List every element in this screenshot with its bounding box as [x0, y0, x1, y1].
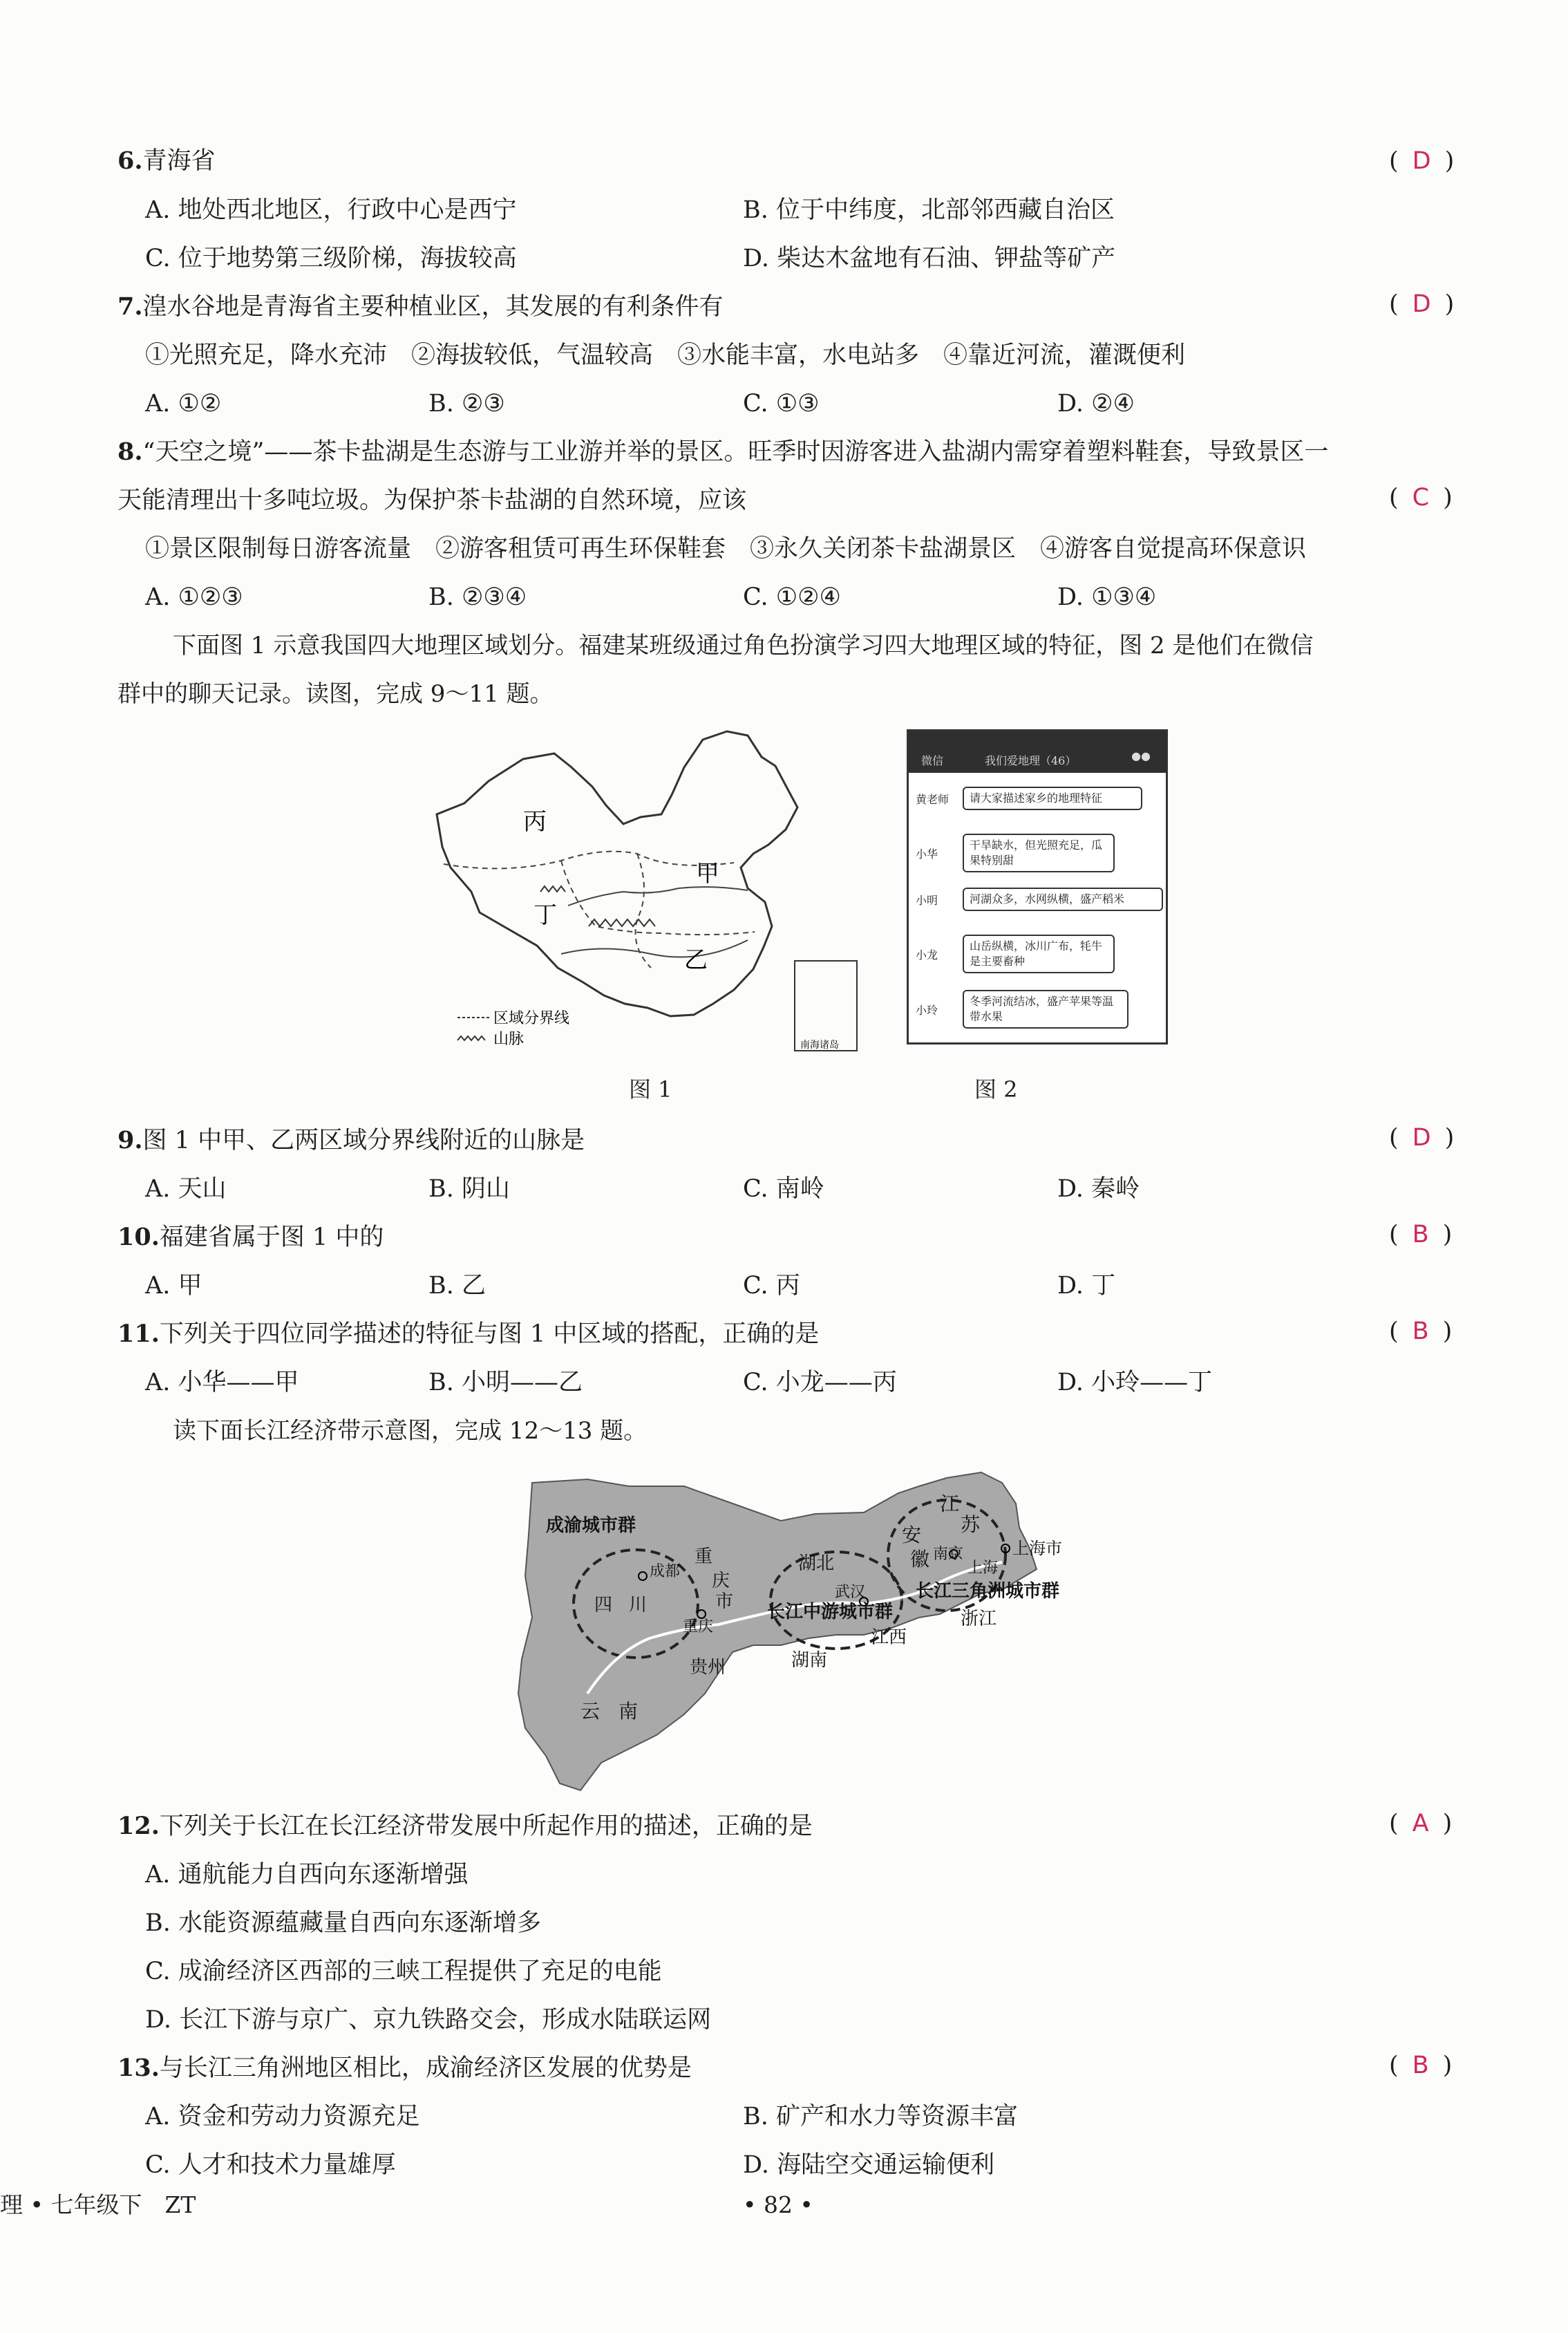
region-boundary	[636, 854, 652, 968]
question-12	[117, 1811, 813, 1842]
option-a: A. ①②③	[145, 583, 243, 611]
option-c: C. ①③	[743, 390, 820, 418]
answer-11: ( B )	[1389, 1318, 1453, 1345]
map-label: 长江三角洲城市群	[916, 1581, 1060, 1602]
question-text: 福建省属于图 1 中的	[159, 1224, 384, 1251]
chat-row	[916, 834, 1115, 872]
statements: ①景区限制每日游客流量 ②游客租赁可再生环保鞋套 ③永久关闭茶卡盐湖景区 ④游客自觉提高环保意识	[145, 535, 1307, 563]
chat-row	[916, 935, 1115, 973]
answer-letter: D	[1412, 290, 1431, 318]
option-a: A. 小华——甲	[145, 1369, 299, 1396]
option-c: C. 成渝经济区西部的三峡工程提供了充足的电能	[145, 1958, 662, 1985]
option-d: D. 海陆空交通运输便利	[743, 2151, 995, 2179]
answer-7: ( D )	[1389, 290, 1455, 318]
option-c: C. 位于地势第三级阶梯，海拔较高	[145, 245, 517, 272]
option-b: B. ②③④	[428, 583, 527, 611]
chat-name: 黄老师	[916, 792, 950, 806]
question-number: 13.	[117, 2054, 160, 2082]
answer-letter: C	[1412, 484, 1430, 512]
option-a: A. 天山	[145, 1175, 227, 1203]
chat-name: 小玲	[916, 1003, 938, 1017]
chat-title: 我们爱地理（46）	[985, 754, 1077, 767]
river	[561, 940, 748, 957]
map-label: 贵州	[690, 1657, 726, 1678]
figure-1-caption: 图 1	[629, 1076, 672, 1103]
wechat-header	[909, 731, 1166, 773]
option-d: D. ①③④	[1057, 583, 1157, 611]
question-number: 9.	[117, 1126, 143, 1154]
chat-name: 小华	[916, 847, 938, 861]
option-c: C. 南岭	[743, 1175, 824, 1203]
question-6	[117, 146, 216, 176]
question-10	[117, 1222, 384, 1253]
page-number: • 82 •	[743, 2191, 813, 2218]
question-7	[117, 292, 724, 322]
map-label: 武汉	[835, 1584, 866, 1601]
question-text-cont: 天能清理出十多吨垃圾。为保护茶卡盐湖的自然环境，应该	[117, 487, 747, 514]
answer-8: ( C )	[1389, 484, 1453, 512]
answer-12: ( A )	[1389, 1810, 1453, 1837]
map-label: 上海	[967, 1559, 999, 1577]
answer-9: ( D )	[1389, 1124, 1455, 1152]
intro-2: 读下面长江经济带示意图，完成 12～13 题。	[173, 1417, 648, 1445]
region-label-yi: 乙	[684, 946, 708, 974]
option-c: C. 小龙——丙	[743, 1369, 897, 1396]
option-b: B. 阴山	[428, 1175, 510, 1203]
figure-1-china-map	[423, 726, 872, 1065]
south-china-sea-inset	[795, 961, 857, 1051]
option-a: A. ①②	[145, 390, 222, 418]
option-b: B. 水能资源蕴藏量自西向东逐渐增多	[145, 1909, 541, 1937]
option-b: B. 乙	[428, 1272, 486, 1300]
option-d: D. 柴达木盆地有石油、钾盐等矿产	[743, 245, 1116, 272]
legend-mountain: 山脉	[493, 1031, 525, 1048]
question-text: 青海省	[142, 147, 216, 175]
question-text: 下列关于四位同学描述的特征与图 1 中区域的搭配，正确的是	[159, 1320, 820, 1348]
option-a: A. 地处西北地区，行政中心是西宁	[145, 196, 517, 224]
footer-book-info: 理 • 七年级下 ZT	[0, 2191, 196, 2218]
option-b: B. 位于中纬度，北部邻西藏自治区	[743, 196, 1115, 224]
answer-letter: B	[1412, 1318, 1429, 1345]
answer-letter: B	[1412, 2052, 1429, 2079]
option-d: D. 小玲——丁	[1057, 1369, 1213, 1396]
question-number: 8.	[117, 438, 143, 466]
option-b: B. 小明——乙	[428, 1369, 583, 1396]
mountain-range	[589, 919, 655, 926]
map-label: 云	[580, 1700, 601, 1723]
question-number: 11.	[117, 1320, 160, 1348]
map-label: 成渝城市群	[546, 1515, 636, 1536]
map-label: 徽	[910, 1548, 930, 1571]
chat-name: 小龙	[916, 948, 938, 962]
map-label: 成都	[650, 1563, 681, 1580]
option-d: D. 丁	[1057, 1272, 1116, 1300]
map-label: 庆	[712, 1571, 730, 1591]
map-label: 湖南	[791, 1650, 828, 1671]
option-b: B. 矿产和水力等资源丰富	[743, 2103, 1018, 2130]
answer-10: ( B )	[1389, 1221, 1453, 1248]
map-label: 江	[940, 1492, 960, 1515]
chat-bubble: 冬季河流结冰，盛产苹果等温带水果	[963, 990, 1128, 1029]
option-d: D. 长江下游与京广、京九铁路交会，形成水陆联运网	[145, 2006, 712, 2034]
chat-bubble: 干旱缺水，但光照充足，瓜果特别甜	[963, 834, 1115, 872]
map-label: 江西	[871, 1627, 907, 1648]
map-label: 南京	[933, 1546, 964, 1563]
group-icon: ●●	[1131, 749, 1151, 762]
map-label: 长江中游城市群	[767, 1602, 894, 1622]
map-label: 上海市	[1012, 1539, 1062, 1558]
option-b: B. ②③	[428, 390, 505, 418]
question-8	[117, 437, 1328, 467]
answer-letter: A	[1412, 1810, 1429, 1837]
back-label: 微信	[921, 754, 944, 767]
figure-3-yangtze-map	[504, 1465, 1126, 1797]
map-label: 重	[695, 1546, 713, 1567]
region-label-ding: 丁	[533, 901, 557, 929]
answer-letter: D	[1412, 147, 1431, 175]
question-13	[117, 2053, 692, 2083]
answer-13: ( B )	[1389, 2052, 1453, 2079]
answer-letter: B	[1412, 1221, 1429, 1248]
map-label: 市	[715, 1591, 734, 1612]
question-9	[117, 1125, 585, 1156]
chat-bubble: 河湖众多，水网纵横，盛产稻米	[963, 888, 1163, 911]
chat-name: 小明	[916, 893, 938, 907]
china-outline	[437, 731, 797, 1016]
option-c: C. 人才和技术力量雄厚	[145, 2151, 396, 2179]
option-d: D. 秦岭	[1057, 1175, 1140, 1203]
region-boundary	[444, 852, 734, 869]
option-c: C. ①②④	[743, 583, 841, 611]
map-label: 四	[594, 1595, 613, 1615]
answer-6: ( D )	[1389, 147, 1455, 175]
option-a: A. 甲	[145, 1272, 202, 1300]
mountain-range	[540, 886, 565, 892]
question-text: 湟水谷地是青海省主要种植业区，其发展的有利条件有	[142, 293, 724, 321]
chat-bubble: 请大家描述家乡的地理特征	[963, 787, 1142, 810]
question-number: 10.	[117, 1223, 160, 1251]
chat-bubble: 山岳纵横，冰川广布，牦牛是主要畜种	[963, 935, 1115, 973]
inset-label: 南海诸岛	[800, 1040, 839, 1051]
map-label: 浙江	[961, 1609, 997, 1629]
legend-boundary: 区域分界线	[493, 1010, 570, 1027]
chat-row	[916, 990, 1128, 1029]
question-text: “天空之境”——茶卡盐湖是生态游与工业游并举的景区。旺季时因游客进入盐湖内需穿着塑料鞋套，导致景区一	[142, 438, 1329, 466]
option-a: A. 资金和劳动力资源充足	[145, 2103, 420, 2130]
map-label: 南	[618, 1700, 639, 1723]
map-label: 重庆	[683, 1618, 714, 1636]
chat-row	[916, 787, 1142, 810]
question-number: 6.	[117, 147, 143, 175]
question-number: 12.	[117, 1812, 160, 1840]
question-11	[117, 1319, 819, 1349]
option-d: D. ②④	[1057, 390, 1135, 418]
figure-2-wechat	[907, 729, 1168, 1044]
statements: ①光照充足，降水充沛 ②海拔较低，气温较高 ③水能丰富，水电站多 ④靠近河流，灌溉便利	[145, 341, 1186, 369]
map-label: 苏	[961, 1513, 981, 1536]
intro-line-1: 下面图 1 示意我国四大地理区域划分。福建某班级通过角色扮演学习四大地理区域的特征，图 2 是他们在微信	[173, 632, 1314, 659]
map-label: 湖北	[798, 1553, 835, 1574]
question-text: 下列关于长江在长江经济带发展中所起作用的描述，正确的是	[159, 1812, 813, 1840]
figure-2-caption: 图 2	[974, 1076, 1018, 1103]
region-label-bing: 丙	[523, 808, 547, 836]
option-a: A. 通航能力自西向东逐渐增强	[145, 1861, 469, 1889]
question-text: 与长江三角洲地区相比，成渝经济区发展的优势是	[159, 2054, 692, 2082]
question-number: 7.	[117, 292, 143, 321]
region-label-jia: 甲	[696, 860, 719, 888]
intro-line-2: 群中的聊天记录。读图，完成 9～11 题。	[117, 680, 554, 708]
chat-row	[916, 888, 1163, 911]
map-label: 川	[629, 1595, 648, 1615]
map-label: 安	[902, 1524, 922, 1546]
answer-letter: D	[1412, 1124, 1431, 1152]
river	[568, 887, 748, 906]
question-text: 图 1 中甲、乙两区域分界线附近的山脉是	[142, 1127, 585, 1154]
option-c: C. 丙	[743, 1272, 800, 1300]
